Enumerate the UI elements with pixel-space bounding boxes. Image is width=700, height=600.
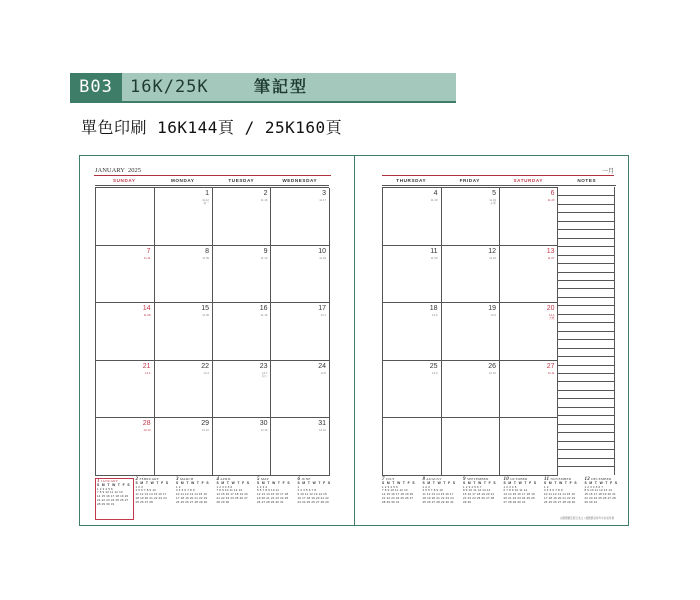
- mini-week-row: 21 22 23 24 25 26 27: [216, 495, 248, 500]
- notes-border: [614, 187, 615, 475]
- mini-week-row: 1 2 3: [422, 484, 430, 489]
- day-cell: [95, 361, 154, 419]
- day-cell: [95, 303, 154, 361]
- mini-calendar: [504, 478, 543, 520]
- notes-line: [558, 229, 615, 230]
- mini-week-row: 1 2: [176, 484, 181, 489]
- day-cell: [212, 361, 271, 419]
- weekday-letters: S M T W T F S: [257, 480, 291, 485]
- weekday-letters: S M T W T F S: [382, 480, 416, 485]
- mini-month-name: AUGUST: [426, 477, 442, 481]
- title-rule: [94, 175, 331, 176]
- day-number: 29: [201, 420, 209, 427]
- day-number: 26: [488, 362, 496, 370]
- mini-week-row: 24 25 26 27 28 29 30: [176, 499, 208, 504]
- day-cell: [441, 361, 500, 419]
- day-cell: [154, 361, 213, 419]
- weekday-letters: S M T W T F S: [503, 480, 537, 485]
- mini-month-number: 9: [463, 477, 466, 482]
- day-cell: [271, 188, 330, 246]
- notes-line: [558, 263, 615, 264]
- day-number: 25: [429, 362, 438, 370]
- calendar-grid: [382, 187, 558, 475]
- calendar-grid: [95, 187, 329, 475]
- day-number: 19: [488, 305, 496, 312]
- mini-week-row: 14 15 16 17 18 19 20: [216, 492, 248, 497]
- notes-line: [558, 449, 615, 450]
- notes-line: [558, 297, 615, 298]
- mini-month-number: 3: [176, 477, 179, 482]
- mini-week-row: 1 2 3 4 5 6: [382, 484, 398, 489]
- mini-week-row: 18 19 20 21 22 23 24: [422, 495, 454, 500]
- notes-line: [558, 212, 615, 213]
- lunar-date: 12.16: [260, 428, 268, 432]
- planner-spread: [79, 155, 629, 526]
- header-underline: [70, 101, 456, 103]
- lunar-date: 11.12 初一: [202, 198, 209, 206]
- mini-week-row: 22 23 24 25 26 27 28: [584, 495, 616, 500]
- lunar-date: 12.1: [320, 313, 326, 317]
- day-cell: [382, 418, 441, 476]
- lunar-date: 11.09: [430, 255, 438, 260]
- mini-month-number: 6: [297, 477, 301, 482]
- lunar-date: 11.09: [202, 255, 209, 260]
- day-header: SATURDAY: [513, 178, 544, 183]
- day-number: 24: [318, 362, 326, 370]
- mini-calendar: [585, 478, 624, 520]
- mini-week-row: 18 19 20 21 22 23 24: [135, 495, 167, 500]
- mini-week-row: 3 4 5 6 7 8 9: [544, 488, 563, 493]
- weekday-letters: S M T W T F S: [544, 480, 578, 485]
- mini-week-row: 8 9 10 11 12 13 14: [584, 488, 612, 493]
- mini-week-row: 21 22 23 24 25 26 27: [97, 497, 129, 502]
- mini-calendar: [217, 478, 256, 520]
- mini-week-row: 1 2 3 4 5 6: [216, 484, 233, 489]
- mini-calendar: [176, 478, 215, 520]
- year-label: 2025: [127, 167, 141, 174]
- day-number: 11: [430, 247, 438, 255]
- day-header: FRIDAY: [459, 178, 480, 183]
- mini-week-row: 1 2 3: [135, 484, 143, 489]
- day-number: 22: [201, 362, 209, 370]
- mini-month-name: SEPTEMBER: [466, 477, 489, 481]
- mini-week-row: 11 12 13 14 15 16 17: [135, 492, 167, 497]
- notes-line: [558, 398, 615, 399]
- day-cell: [212, 188, 271, 246]
- day-cell: [441, 188, 500, 246]
- lunar-date: 12.6: [432, 313, 438, 317]
- lunar-date: 12.10: [143, 428, 151, 432]
- day-cell: [154, 246, 213, 304]
- day-cell: [382, 361, 441, 419]
- lunar-date: 12.10: [201, 428, 209, 432]
- mini-calendar: [136, 478, 175, 520]
- mini-week-row: 16 17 18 19 20 21 22: [297, 495, 329, 500]
- day-number: 10: [318, 247, 326, 255]
- notes-line: [558, 314, 615, 315]
- weekday-letters: S M T W T F S: [97, 482, 131, 487]
- mini-calendar: [544, 478, 583, 520]
- mini-week-row: 13 14 15 16 17 18 19: [503, 492, 535, 497]
- lunar-date: 11.04: [319, 255, 326, 260]
- lunar-date: 11.08: [143, 313, 151, 317]
- mini-week-row: 1 2 3 4 5 6 7: [584, 484, 604, 489]
- mini-calendar: [257, 478, 296, 520]
- mini-week-row: 1 2 3 4: [257, 484, 268, 489]
- day-header: TUESDAY: [228, 178, 255, 183]
- day-cell: [212, 303, 271, 361]
- mini-month-number: 8: [422, 477, 426, 482]
- weekday-letters: S M T W T F S: [463, 480, 497, 485]
- day-number: 15: [201, 305, 209, 312]
- lunar-date: 11.18: [430, 198, 438, 202]
- mini-week-row: 28 29 30: [216, 499, 230, 504]
- header-rule: [95, 185, 329, 186]
- lunar-date: 12.9: [432, 370, 438, 375]
- day-number: 2: [263, 190, 268, 197]
- title-rule: [382, 175, 614, 176]
- day-cell: [499, 361, 558, 419]
- product-type: 筆記型: [254, 77, 309, 96]
- mini-week-row: 20 21 22 23 24 25 26: [503, 495, 535, 500]
- notes-line: [558, 348, 615, 349]
- lunar-date: 12.11: [547, 370, 555, 375]
- mini-month-name: JULY: [385, 477, 395, 481]
- mini-week-row: 4 5 6 7 8 9 10: [422, 488, 443, 493]
- notes-line: [558, 441, 615, 442]
- weekday-letters: S M T W T F S: [135, 480, 169, 485]
- notes-line: [558, 339, 615, 340]
- header-bar: [70, 73, 456, 101]
- mini-month-name: JUNE: [301, 477, 311, 481]
- notes-line: [558, 204, 615, 205]
- mini-week-row: 7 8 9 10 11 12 13: [97, 490, 123, 495]
- footnote: 以國曆國定假日為主 / 農曆節氣參考中央氣象署: [559, 517, 614, 520]
- mini-calendar: [423, 478, 462, 520]
- mini-week-row: 7 8 9 10 11 12 13: [382, 488, 408, 493]
- mini-month-number: 5: [257, 477, 260, 482]
- day-cell: [499, 418, 558, 476]
- day-header: THURSDAY: [396, 178, 427, 183]
- day-number: 5: [492, 190, 496, 197]
- notes-line: [558, 381, 615, 382]
- lunar-date: 12.10: [318, 428, 326, 432]
- mini-week-row: 1: [297, 484, 300, 489]
- mini-week-row: 17 18 19 20 21 22 23: [544, 495, 576, 500]
- mini-week-row: 25 26 27 28: [135, 499, 153, 504]
- day-number: 20: [546, 305, 555, 312]
- notes-line: [558, 365, 615, 366]
- lunar-date: 12.10: [488, 370, 496, 375]
- lunar-date: 11.19 小寒: [489, 198, 496, 206]
- day-cell: [95, 246, 154, 304]
- day-number: 6: [550, 190, 555, 197]
- mini-calendar: [382, 478, 421, 520]
- day-cell: [441, 303, 500, 361]
- mini-week-row: 4 5 6 7 8 9 10: [135, 488, 156, 493]
- weekday-letters: S M T W T F S: [422, 480, 456, 485]
- notes-line: [558, 322, 615, 323]
- day-cell: [271, 246, 330, 304]
- right-page: [355, 156, 629, 525]
- mini-week-row: 14 15 16 17 18 19 20: [382, 492, 414, 497]
- day-cell: [499, 246, 558, 304]
- jp-month-label: 一月: [601, 169, 614, 175]
- print-spec: 單色印刷 16K144頁 / 25K160頁: [81, 118, 343, 137]
- mini-week-row: 27 28 29 30 31: [503, 499, 526, 504]
- mini-week-row: 5 6 7 8 9 10 11: [257, 488, 280, 493]
- notes-line: [558, 424, 615, 425]
- lunar-date: 11.09: [202, 313, 209, 317]
- notes-line: [558, 432, 615, 433]
- mini-week-row: 14 15 16 17 18 19 20: [97, 494, 129, 499]
- mini-week-row: 21 22 23 24 25 26 27: [382, 495, 414, 500]
- day-cell: [271, 418, 330, 476]
- mini-week-row: 29 30 31: [584, 499, 598, 504]
- day-cell: [382, 188, 441, 246]
- day-number: 17: [318, 305, 326, 312]
- mini-week-row: 28 29 30 31: [97, 501, 115, 506]
- day-number: 3: [322, 190, 326, 197]
- day-cell: [499, 188, 558, 246]
- mini-week-row: 15 16 17 18 19 20 21: [584, 492, 616, 497]
- mini-week-row: 23 24 25 26 27 28 29: [297, 499, 329, 504]
- mini-month-number: 12: [584, 477, 591, 482]
- day-number: 14: [142, 305, 151, 312]
- notes-line: [558, 305, 615, 306]
- header-rule: [382, 185, 616, 186]
- mini-week-row: 1 2: [544, 484, 549, 489]
- mini-calendar: [298, 478, 337, 520]
- notes-line: [558, 331, 615, 332]
- mini-week-row: 19 20 21 22 23 24 25: [257, 495, 289, 500]
- mini-week-row: 17 18 19 20 21 22 23: [176, 495, 208, 500]
- mini-month-number: 11: [544, 477, 550, 482]
- notes-line: [558, 373, 615, 374]
- lunar-date: 12.4: [203, 370, 209, 375]
- mini-month-name: MAY: [260, 477, 270, 481]
- weekday-letters: S M T W T F S: [176, 480, 210, 485]
- day-cell: [212, 418, 271, 476]
- day-number: 13: [546, 247, 555, 255]
- lunar-date: 11.16: [260, 198, 268, 202]
- mini-week-row: 15 16 17 18 19 20 21: [463, 492, 495, 497]
- day-number: 27: [546, 362, 555, 370]
- day-cell: [154, 188, 213, 246]
- day-cell: [271, 303, 330, 361]
- mini-month-name: OCTOBER: [510, 477, 528, 481]
- day-cell: [382, 303, 441, 361]
- day-cell: [154, 303, 213, 361]
- lunar-date: 11.16: [260, 313, 268, 317]
- notes-line: [558, 272, 615, 273]
- mini-week-row: 1 2 3 4 5 6: [97, 486, 113, 491]
- product-size: 16K/25K: [130, 77, 209, 97]
- lunar-date: 11.20: [547, 198, 555, 202]
- day-number: 28: [142, 420, 151, 427]
- day-cell: [499, 303, 558, 361]
- mini-week-row: 25 26 27 28 29 30 31: [422, 499, 454, 504]
- mini-week-row: 1 2 3 4 5 6 7: [463, 484, 482, 489]
- day-cell: [382, 246, 441, 304]
- product-code: B03: [70, 73, 122, 101]
- left-page: [80, 156, 354, 525]
- notes-line: [558, 246, 615, 247]
- notes-line: [558, 195, 615, 196]
- weekday-letters: S M T W T F S: [216, 480, 250, 485]
- day-number: 8: [205, 247, 209, 255]
- notes-line: [558, 356, 615, 357]
- mini-month-name: JANUARY: [100, 479, 119, 483]
- lunar-date: 12.4 大寒: [548, 313, 555, 321]
- notes-line: [558, 238, 615, 239]
- mini-week-row: 6 7 8 9 10 11 12: [503, 488, 528, 493]
- day-cell: [154, 418, 213, 476]
- notes-line: [558, 458, 615, 459]
- day-number: 30: [259, 420, 268, 427]
- lunar-date: 11.17: [319, 198, 326, 202]
- weekday-letters: S M T W T F S: [297, 480, 331, 485]
- lunar-date: 11.11: [143, 255, 151, 260]
- mini-month-number: 7: [382, 477, 385, 482]
- mini-month-number: 4: [216, 477, 220, 482]
- day-cell: [441, 246, 500, 304]
- mini-week-row: 29 30: [463, 499, 472, 504]
- day-cell: [212, 246, 271, 304]
- mini-month-name: FEBRUARY: [139, 477, 160, 481]
- day-cell: [441, 418, 500, 476]
- day-number: 9: [263, 247, 268, 255]
- month-label: JANUARY: [95, 167, 125, 174]
- mini-week-row: 10 11 12 13 14 15 16: [544, 492, 576, 497]
- lunar-date: 11.07: [547, 255, 555, 260]
- mini-month-number: 2: [135, 477, 139, 482]
- mini-week-row: 8 9 10 11 12 13 14: [463, 488, 491, 493]
- mini-week-row: 2 3 4 5 6 7 8: [297, 488, 317, 493]
- mini-month-name: NOVEMBER: [550, 477, 572, 481]
- lunar-date: 11.10: [260, 255, 268, 260]
- day-header: WEDNESDAY: [282, 178, 318, 183]
- notes-line: [558, 221, 615, 222]
- day-number: 1: [205, 190, 209, 197]
- mini-week-row: 10 11 12 13 14 15 16: [176, 492, 208, 497]
- day-cell: [95, 418, 154, 476]
- day-number: 12: [488, 247, 496, 255]
- day-number: 18: [429, 305, 438, 312]
- notes-line: [558, 288, 615, 289]
- notes-line: [558, 466, 615, 467]
- day-header: MONDAY: [170, 178, 195, 183]
- notes-line: [558, 407, 615, 408]
- day-cell: [271, 361, 330, 419]
- lunar-date: 12.8: [320, 370, 326, 375]
- day-cell: [95, 188, 154, 246]
- weekday-letters: S M T W T F S: [584, 480, 618, 485]
- day-header: SUNDAY: [112, 178, 136, 183]
- mini-calendar: [463, 478, 502, 520]
- mini-week-row: 24 25 26 27 28 29 30: [544, 499, 576, 504]
- mini-week-row: 1 2 3 4 5: [503, 484, 517, 489]
- mini-month-name: MARCH: [179, 477, 194, 481]
- notes-line: [558, 390, 615, 391]
- notes-line: [558, 255, 615, 256]
- notes-line: [558, 415, 615, 416]
- mini-week-row: 28 29 30 31: [382, 499, 400, 504]
- day-number: 7: [146, 247, 151, 255]
- day-header: NOTES: [577, 178, 597, 183]
- mini-month-number: 10: [503, 477, 510, 482]
- notes-line: [558, 280, 615, 281]
- mini-month-number: 1: [97, 479, 100, 484]
- day-number: 16: [259, 305, 268, 312]
- mini-month-name: APRIL: [220, 477, 232, 481]
- mini-week-row: 26 27 28 29 30 31: [257, 499, 284, 504]
- mini-week-row: 7 8 9 10 11 12 13: [216, 488, 243, 493]
- lunar-date: 12.6: [490, 313, 496, 317]
- day-number: 31: [318, 420, 326, 427]
- mini-week-row: 11 12 13 14 15 16 17: [422, 492, 454, 497]
- mini-week-row: 3 4 5 6 7 8 9: [176, 488, 195, 493]
- month-title: [95, 167, 141, 174]
- mini-week-row: 22 23 24 25 26 27 28: [463, 495, 495, 500]
- mini-week-row: 9 10 11 12 13 14 15: [297, 492, 327, 497]
- day-number: 23: [259, 362, 268, 370]
- day-number: 21: [142, 362, 151, 370]
- lunar-date: 12.4: [145, 370, 151, 375]
- mini-month-name: DECEMBER: [591, 477, 612, 481]
- lunar-date: 12.7 初八: [261, 370, 268, 378]
- day-number: 4: [433, 190, 438, 197]
- lunar-date: 11.16: [489, 255, 496, 260]
- mini-calendar: [95, 478, 134, 520]
- mini-week-row: 12 13 14 15 16 17 18: [257, 492, 289, 497]
